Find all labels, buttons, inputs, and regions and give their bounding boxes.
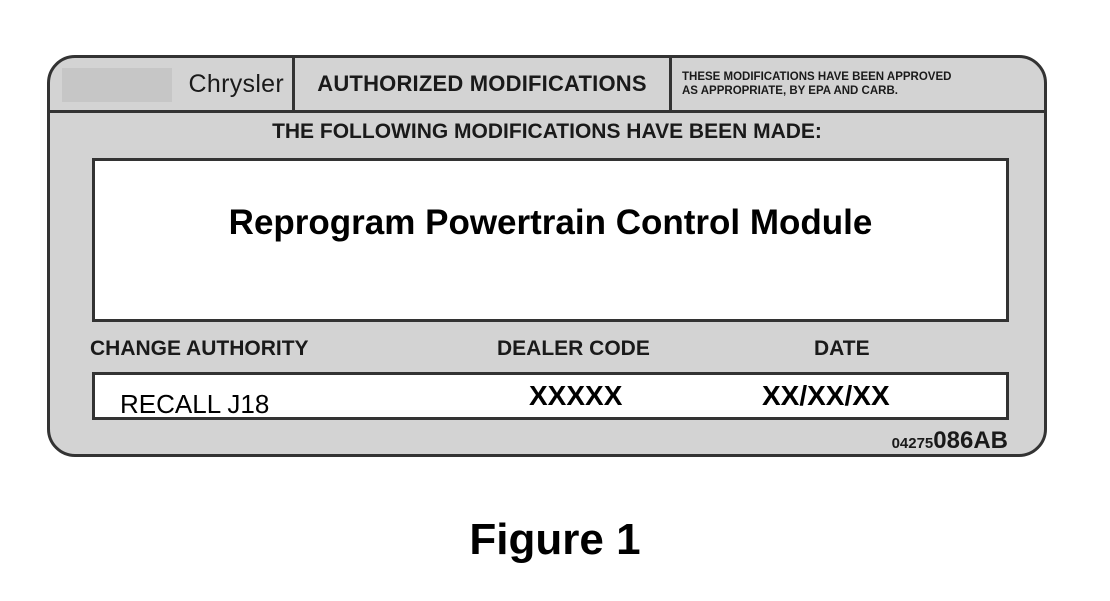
brand-logo-shade [62,68,172,102]
modification-label [47,55,1047,457]
part-number [892,427,1008,455]
date-value: XX/XX/XX [762,380,890,411]
title-cell [292,58,672,110]
figure-caption: Figure 1 [469,515,641,564]
values-box [92,372,1009,420]
part-number-prefix: 04275 [891,435,934,452]
brand-cell [50,58,292,110]
modification-text: Reprogram Powertrain Control Module [228,203,873,242]
part-number-suffix: 086AB [933,427,1008,454]
modification-box [92,158,1009,322]
label-title: AUTHORIZED MODIFICATIONS [317,71,647,96]
change-authority-value: RECALL J18 [120,389,270,419]
date-label: DATE [814,337,870,360]
approval-note: THESE MODIFICATIONS HAVE BEEN APPROVED AS APPROPRIATE, BY EPA AND CARB. [682,71,952,97]
approval-cell [672,58,1044,110]
following-heading: THE FOLLOWING MODIFICATIONS HAVE BEEN MADE: [272,120,822,143]
label-header [50,58,1044,113]
dealer-code-label: DEALER CODE [497,337,650,360]
brand-name: Chrysler [188,69,284,98]
dealer-code-value: XXXXX [529,380,623,411]
change-authority-label: CHANGE AUTHORITY [90,337,309,360]
